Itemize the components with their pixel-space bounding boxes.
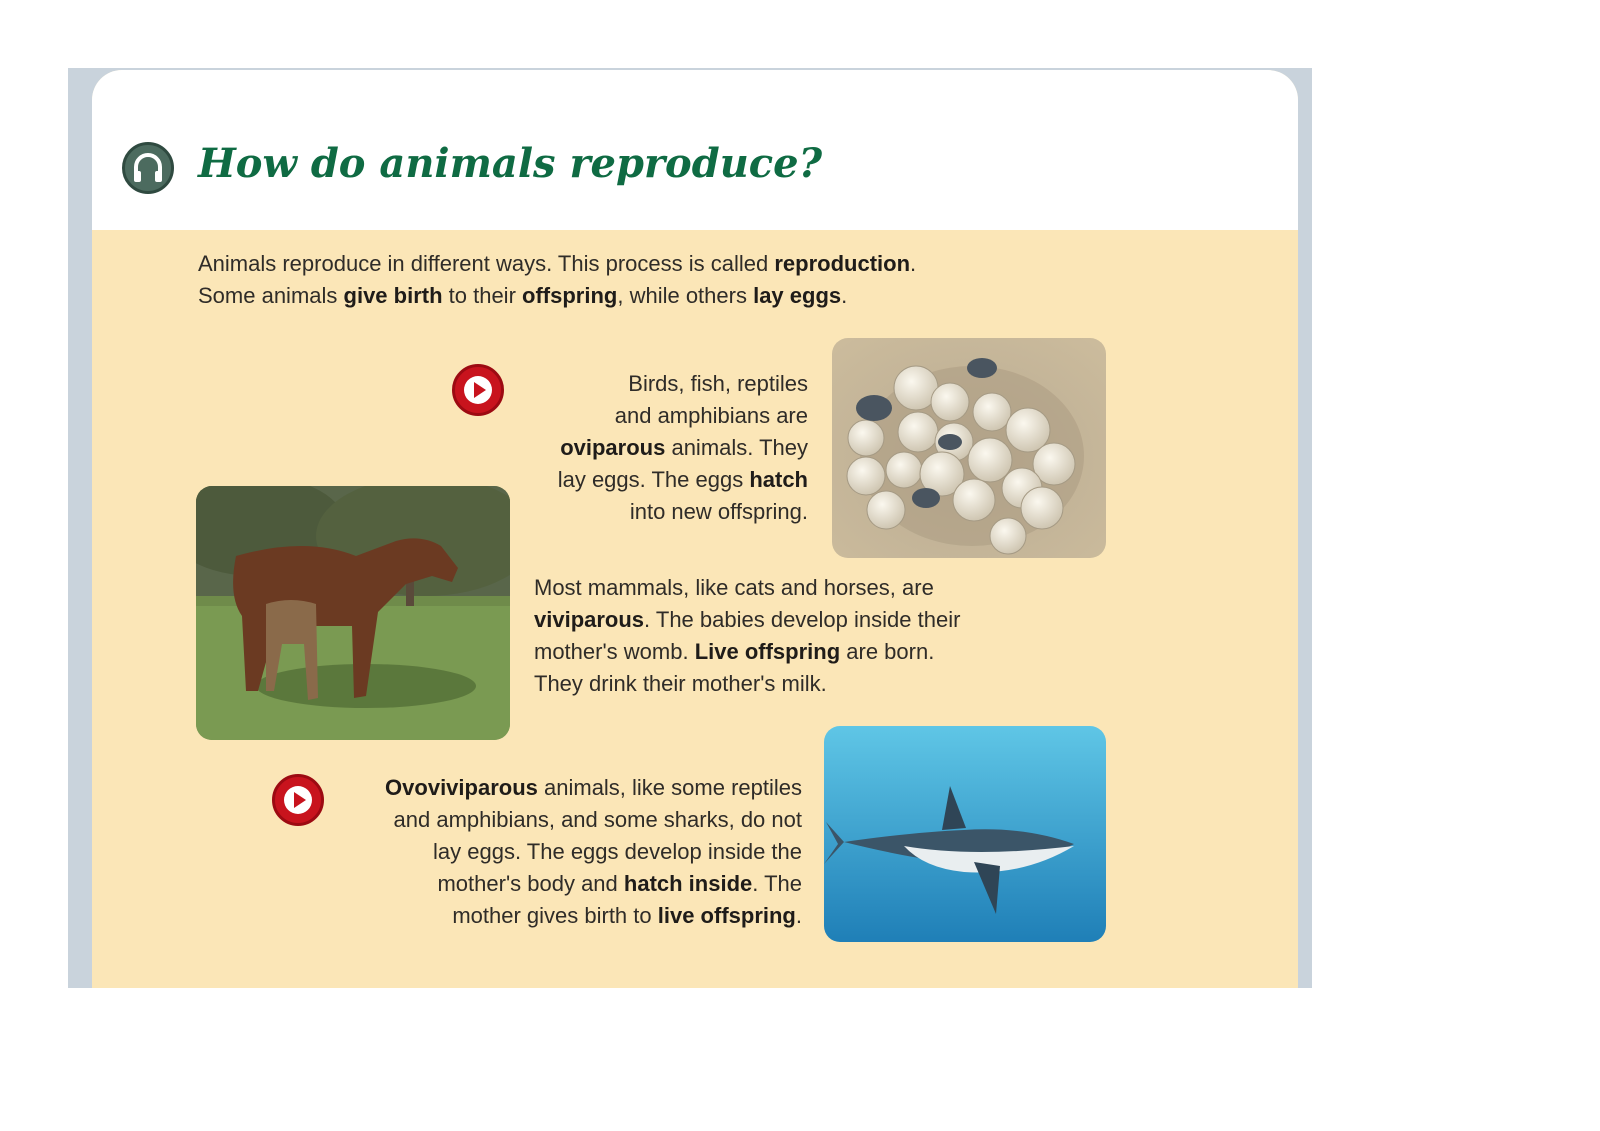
ovoviviparous-text: . The — [752, 871, 802, 896]
intro-text: Animals reproduce in different ways. This process is called — [198, 251, 775, 276]
viviparous-paragraph — [534, 572, 960, 700]
keyword-hatch: hatch — [749, 467, 808, 492]
intro-text: Some animals — [198, 283, 344, 308]
intro-text: , while others — [617, 283, 754, 308]
page-title: How do animals reproduce? — [198, 140, 823, 187]
ovoviviparous-line: lay eggs. The eggs develop inside the — [433, 839, 802, 864]
intro-line-2 — [198, 280, 916, 312]
horse-and-foal-photo — [196, 486, 510, 740]
turtle-eggs-photo — [832, 338, 1106, 558]
play-button-oviparous[interactable] — [452, 364, 504, 416]
play-icon — [275, 777, 321, 823]
play-icon — [455, 367, 501, 413]
oviparous-line: into new offspring. — [629, 499, 808, 524]
keyword-viviparous: viviparous — [534, 607, 645, 632]
keyword-offspring: offspring — [522, 283, 618, 308]
headphones-glyph — [125, 145, 171, 191]
keyword-hatch-inside: hatch inside — [623, 871, 753, 896]
keyword-live-offspring: Live offspring — [694, 639, 841, 664]
intro-paragraph — [198, 248, 916, 312]
oviparous-line: and amphibians are — [614, 403, 808, 428]
oviparous-text: animals. They — [665, 435, 808, 460]
viviparous-text: are born. — [840, 639, 935, 664]
shark-illustration — [824, 726, 1106, 942]
oviparous-line: Birds, fish, reptiles — [628, 371, 808, 396]
keyword-oviparous: oviparous — [560, 435, 666, 460]
play-button-ovoviviparous[interactable] — [272, 774, 324, 826]
viviparous-text: mother's womb. — [534, 639, 695, 664]
ovoviviparous-line: and amphibians, and some sharks, do not — [393, 807, 802, 832]
keyword-lay-eggs: lay eggs — [753, 283, 842, 308]
oviparous-line — [502, 432, 808, 464]
intro-line-1 — [198, 248, 916, 280]
intro-text: to their — [442, 283, 523, 308]
viviparous-line — [534, 636, 960, 668]
shark-photo — [824, 726, 1106, 942]
lesson-card — [92, 70, 1298, 988]
headphones-icon[interactable] — [122, 142, 174, 194]
viviparous-text: . The babies develop inside their — [644, 607, 961, 632]
keyword-give-birth: give birth — [343, 283, 443, 308]
oviparous-line — [502, 464, 808, 496]
keyword-reproduction: reproduction — [774, 251, 911, 276]
horse-illustration — [196, 486, 510, 740]
viviparous-line: They drink their mother's milk. — [534, 671, 827, 696]
intro-text: . — [841, 283, 848, 308]
oviparous-text: lay eggs. The eggs — [557, 467, 750, 492]
viviparous-line — [534, 604, 960, 636]
eggs-illustration — [832, 338, 1106, 558]
ovoviviparous-line — [342, 868, 802, 900]
ovoviviparous-line — [342, 772, 802, 804]
ovoviviparous-line — [342, 900, 802, 932]
intro-text: . — [910, 251, 917, 276]
ovoviviparous-text: animals, like some reptiles — [537, 775, 802, 800]
ovoviviparous-paragraph — [342, 772, 802, 932]
oviparous-paragraph — [502, 368, 808, 528]
ovoviviparous-text: mother gives birth to — [452, 903, 658, 928]
keyword-ovoviviparous: Ovoviviparous — [385, 775, 538, 800]
viviparous-line: Most mammals, like cats and horses, are — [534, 575, 934, 600]
ovoviviparous-text: . — [795, 903, 802, 928]
ovoviviparous-text: mother's body and — [437, 871, 624, 896]
keyword-live-offspring: live offspring — [657, 903, 796, 928]
